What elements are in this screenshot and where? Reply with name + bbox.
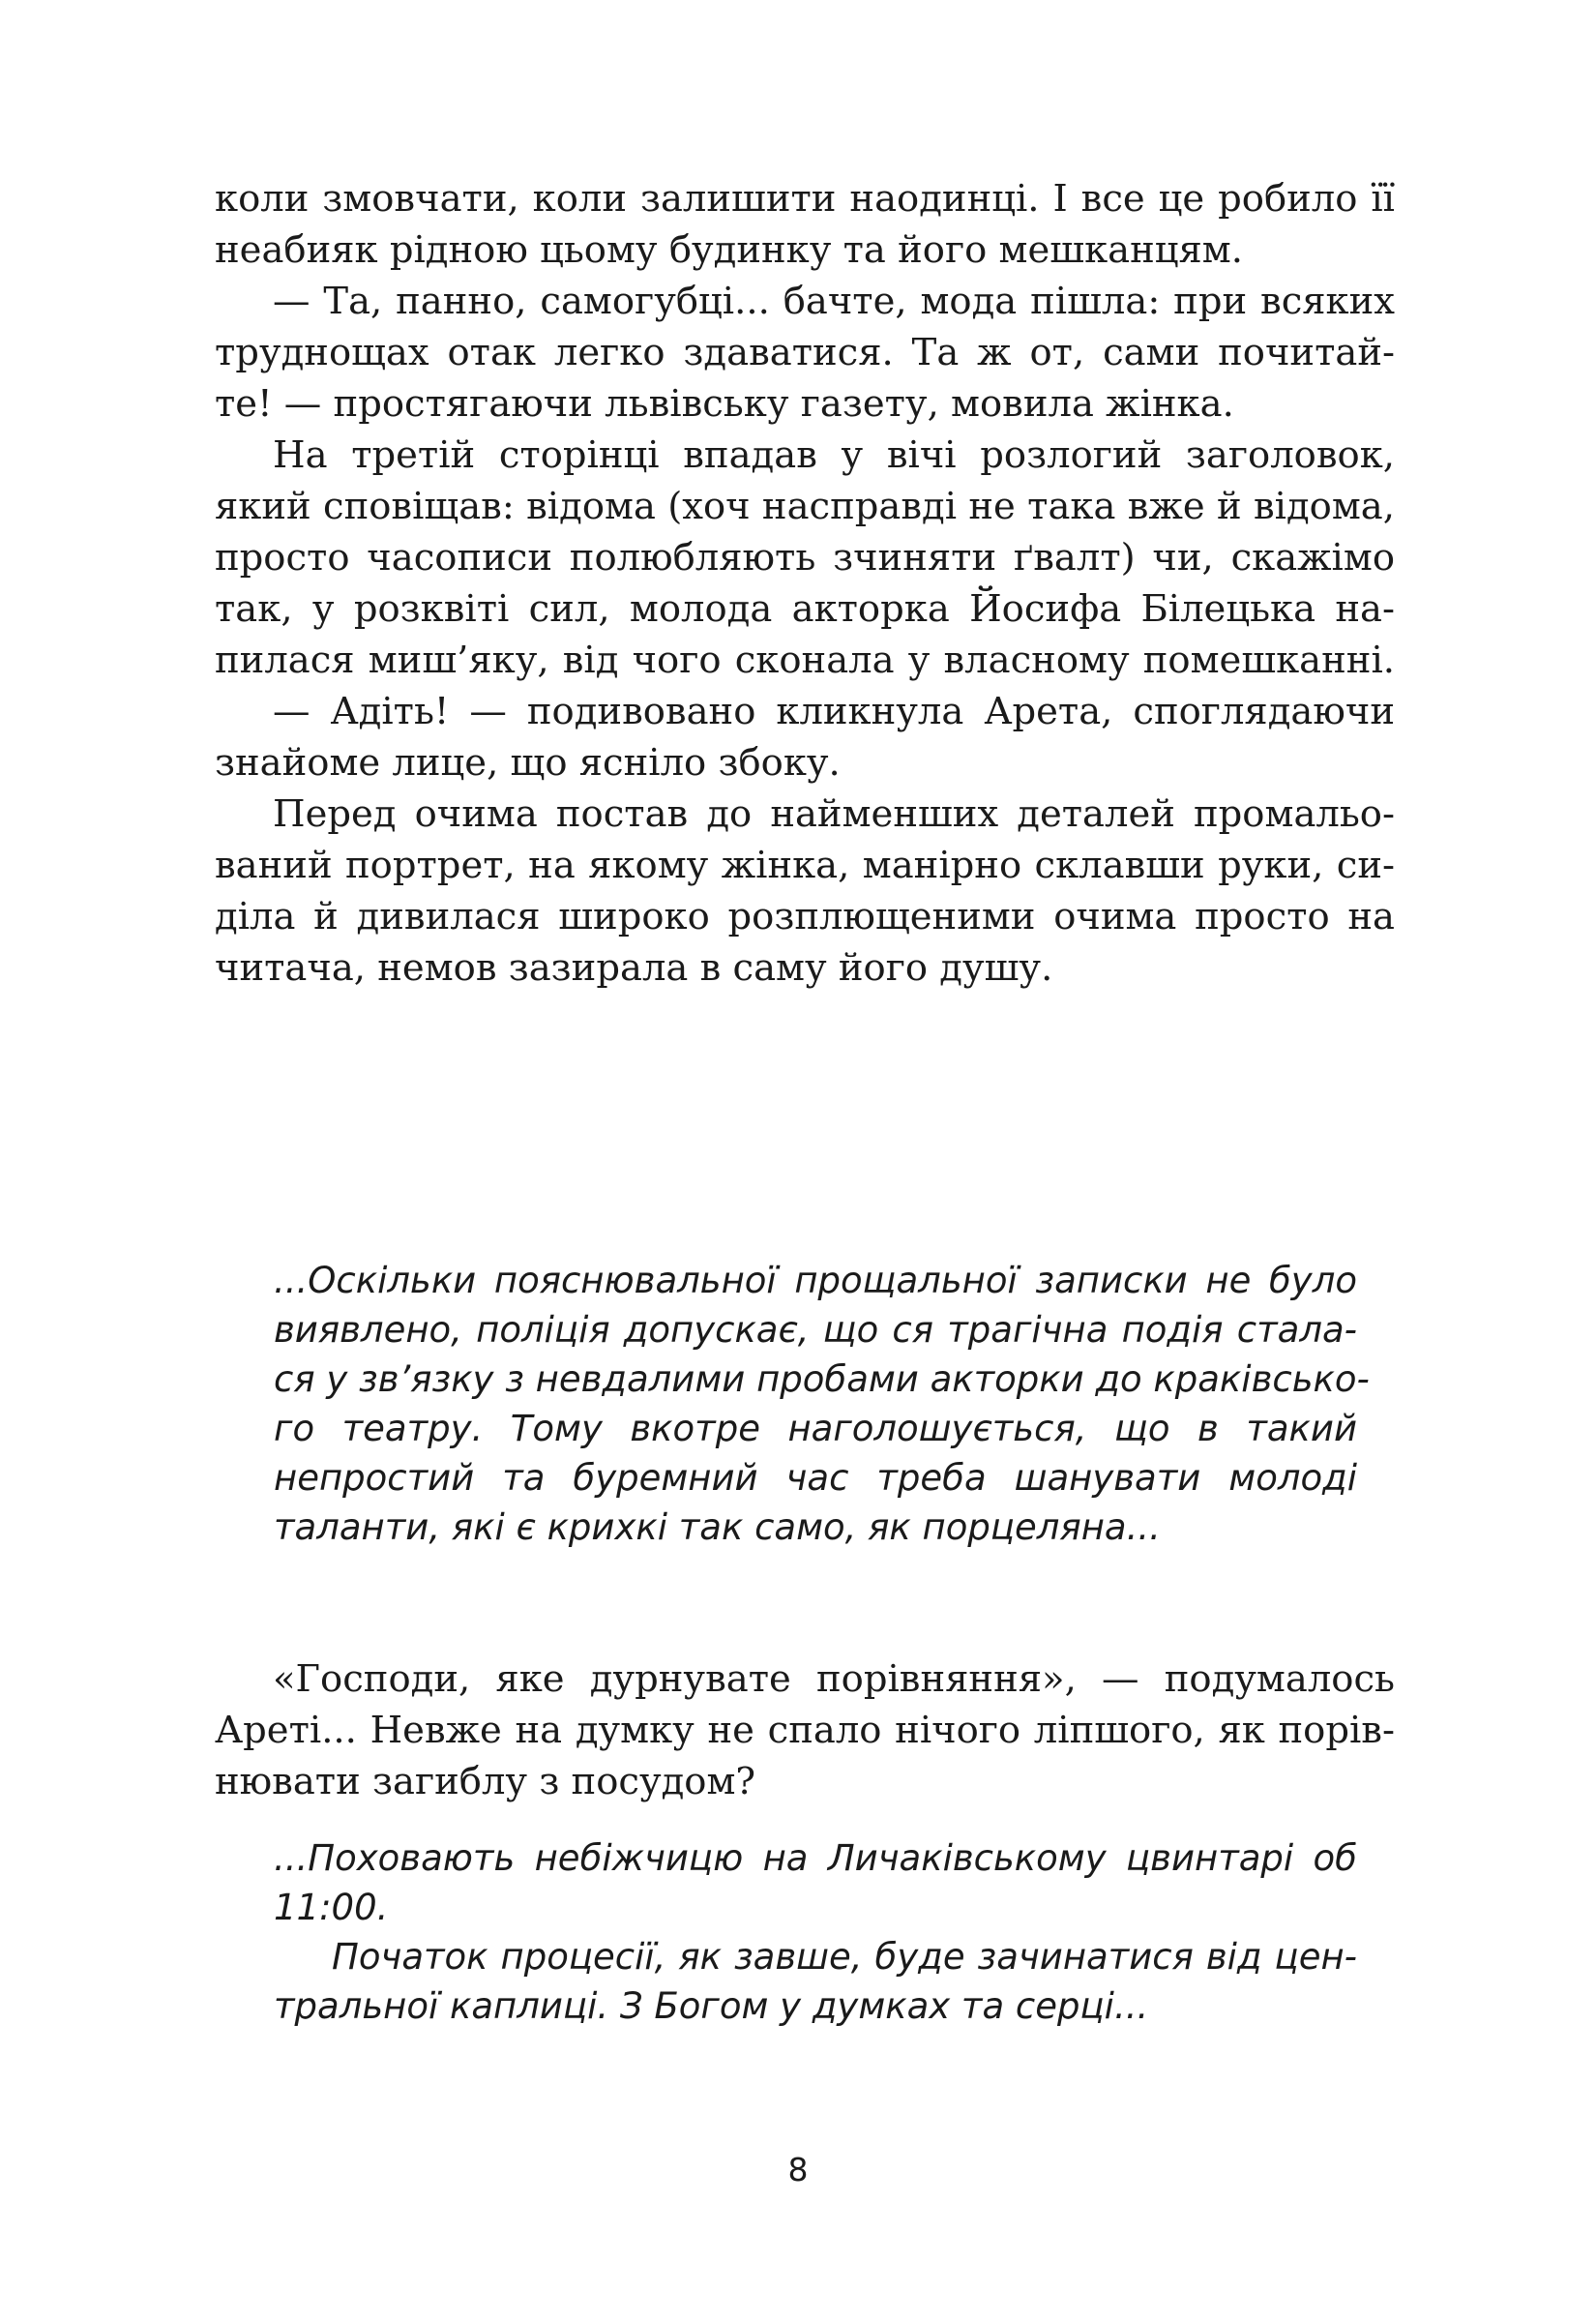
text-line: те! — простягаючи львівську газету, мовила жінка.: [215, 382, 1234, 426]
text-line: На третій сторінці впадав у вічі розлогий заголовок,: [273, 433, 1395, 477]
page-number: 8: [787, 2151, 809, 2188]
text-line: читача, немов зазирала в саму його душу.: [215, 946, 1053, 990]
body-text-block-1: [215, 173, 1395, 994]
newspaper-quote-2: [274, 1833, 1357, 2031]
quote-line: 11:00.: [274, 1887, 389, 1928]
text-line: труднощах отак легко здаватися. Та ж от, сами почитай-: [215, 331, 1395, 374]
quote-line: тральної каплиці. З Богом у думках та серці...: [274, 1985, 1149, 2027]
text-line: — Та, панно, самогубці... бачте, мода пішла: при всяких: [273, 280, 1395, 323]
quote-line: непростий та буремний час треба шанувати молоді: [274, 1457, 1357, 1499]
text-line: нювати загиблу з посудом?: [215, 1760, 756, 1803]
quote-line: таланти, які є крихкі так само, як порцеляна...: [274, 1506, 1161, 1548]
text-line: «Господи, яке дурнувате порівняння», — подумалось: [273, 1657, 1395, 1701]
text-line: Перед очима постав до найменших деталей промальо-: [273, 792, 1395, 836]
text-line: неабияк рідною цьому будинку та його мешканцям.: [215, 228, 1243, 272]
text-line: — Адіть! — подивовано кликнула Арета, споглядаючи: [273, 690, 1395, 733]
text-line: який сповіщав: відома (хоч насправді не така вже й відома,: [215, 485, 1395, 528]
text-line: просто часописи полюбляють зчиняти ґвалт) чи, скажімо: [215, 536, 1395, 580]
text-line: так, у розквіті сил, молода акторка Йосифа Білецька на-: [215, 587, 1395, 631]
text-line: ваний портрет, на якому жінка, манірно склавши руки, си-: [215, 844, 1395, 887]
text-line: знайоме лице, що ясніло збоку.: [215, 741, 841, 785]
text-line: пилася миш’яку, від чого сконала у власному помешканні.: [215, 639, 1395, 682]
quote-line: Початок процесії, як завше, буде зачинатися від цен-: [332, 1936, 1357, 1978]
newspaper-quote-1: [274, 1256, 1370, 1552]
text-line: коли змовчати, коли залишити наодинці. І все це робило її: [215, 177, 1395, 221]
body-text-block-2: [215, 1653, 1395, 1807]
quote-line: ...Поховають небіжчицю на Личаківському цвинтарі об: [274, 1837, 1357, 1879]
quote-line: виявлено, поліція допускає, що ся трагічна подія стала-: [274, 1309, 1357, 1351]
text-line: діла й дивилася широко розплющеними очима просто на: [215, 895, 1395, 938]
quote-line: ся у зв’язку з невдалими пробами акторки до краківсько-: [274, 1358, 1370, 1400]
text-line: Ареті... Невже на думку не спало нічого ліпшого, як порів-: [215, 1709, 1395, 1752]
quote-line: ...Оскільки пояснювальної прощальної записки не було: [274, 1260, 1357, 1301]
quote-line: го театру. Тому вкотре наголошується, що в такий: [274, 1408, 1357, 1449]
